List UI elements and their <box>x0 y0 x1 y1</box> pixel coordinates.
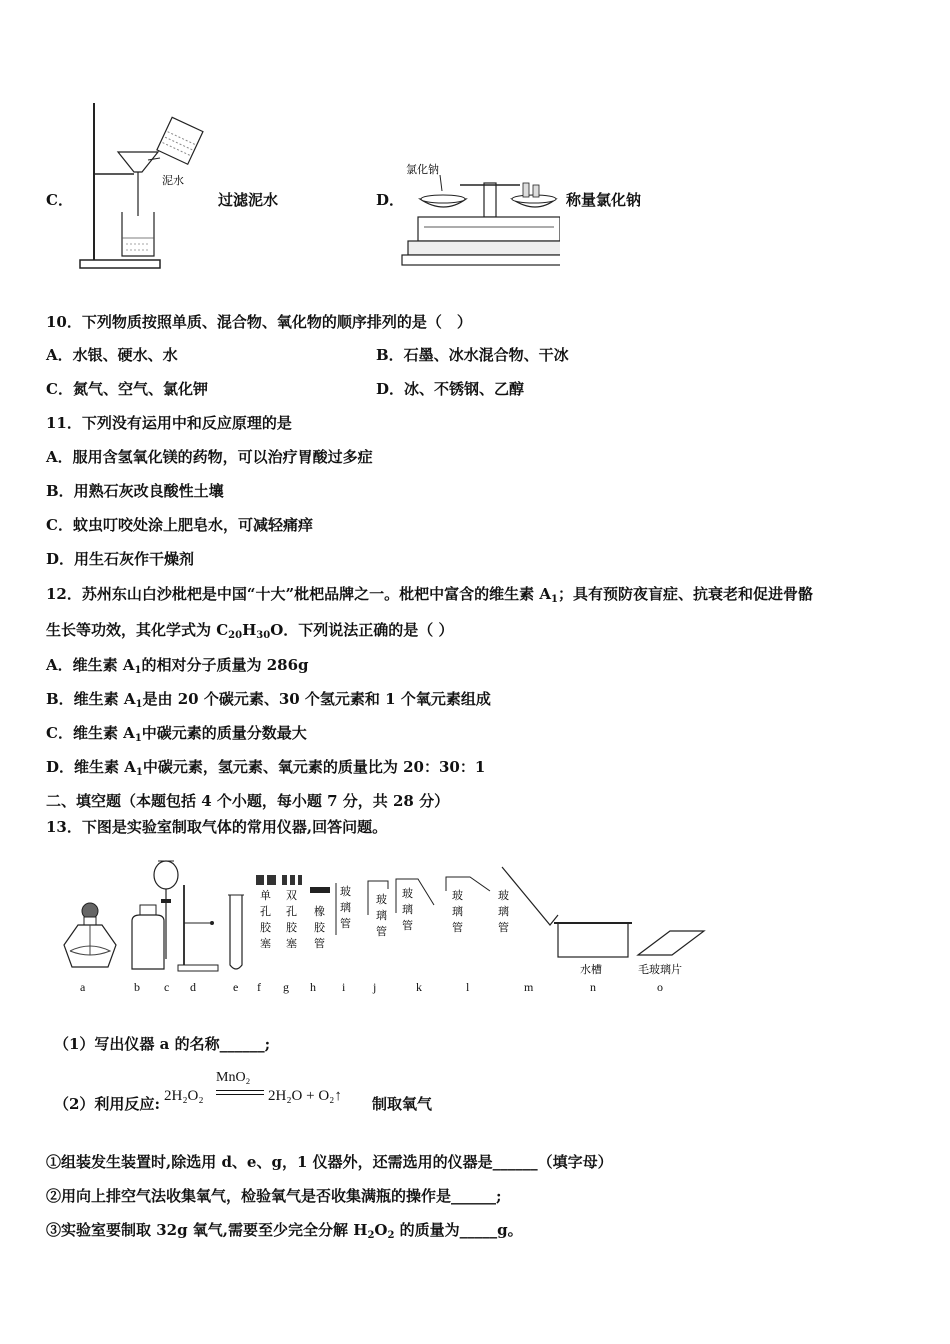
glass-tube-m <box>498 867 558 934</box>
letter-a: a <box>80 980 86 994</box>
q11-option-a: A．服用含氢氧化镁的药物，可以治疗胃酸过多症 <box>46 448 373 466</box>
apparatus-figure <box>50 855 720 980</box>
letter-k: k <box>416 980 422 994</box>
letter-b: b <box>134 980 140 994</box>
label-g-2: 孔 <box>286 905 297 918</box>
iron-stand <box>178 885 218 971</box>
option-d-caption: 称量氯化钠 <box>566 191 642 209</box>
q10-option-d: D．冰、不锈钢、乙醇 <box>376 380 525 398</box>
q10-option-a: A．水银、硬水、水 <box>46 346 178 364</box>
letter-f: f <box>257 980 261 994</box>
letter-e: e <box>233 980 239 994</box>
letter-g: g <box>283 980 289 994</box>
label-o: 毛玻璃片 <box>638 963 682 976</box>
label-i-1: 玻 <box>340 885 351 898</box>
label-f-3: 胶 <box>260 921 271 934</box>
q13-part1: （1）写出仪器 a 的名称______; <box>54 1035 271 1053</box>
label-j-3: 管 <box>376 925 387 938</box>
q10-option-b: B．石墨、冰水混合物、干冰 <box>376 346 569 364</box>
nacl-label: 氯化钠 <box>406 163 439 176</box>
option-d-label: D． <box>376 191 405 209</box>
q13-sub2: ②用向上排空气法收集氧气，检验氧气是否收集满瓶的操作是______; <box>46 1187 502 1205</box>
q13-sub1: ①组装发生装置时,除选用 d、e、g，1 仪器外，还需选用的仪器是______（填字母） <box>46 1153 613 1171</box>
label-l-3: 管 <box>452 921 463 934</box>
letter-m: m <box>524 980 534 994</box>
label-i-3: 管 <box>340 917 351 930</box>
label-m-1: 玻 <box>498 889 509 902</box>
single-hole-stopper <box>256 875 276 950</box>
wide-mouth-bottle <box>132 905 164 969</box>
balance-figure <box>400 155 560 270</box>
letter-d: d <box>190 980 196 994</box>
label-k-2: 璃 <box>402 903 413 916</box>
glass-tube-l <box>446 877 490 934</box>
catalyst: MnO₂ <box>216 1070 251 1085</box>
label-h-1: 橡 <box>314 905 325 918</box>
apparatus-letters <box>0 980 950 1000</box>
letter-o: o <box>657 980 663 994</box>
q10-stem: 10．下列物质按照单质、混合物、氧化物的顺序排列的是（ ） <box>46 313 472 331</box>
label-k-3: 管 <box>402 919 413 932</box>
label-h-2: 胶 <box>314 921 325 934</box>
section-2-heading: 二、填空题（本题包括 4 个小题，每小题 7 分，共 28 分） <box>46 792 450 810</box>
alcohol-lamp <box>64 903 116 967</box>
rubber-tube <box>310 887 330 950</box>
label-n: 水槽 <box>580 963 602 976</box>
double-hole-stopper <box>282 875 302 950</box>
q12-stem-line1: 12．苏州东山白沙枇杷是中国“十大”枇杷品牌之一。枇杷中富含的维生素 $A_1$；具有预防夜盲症、抗衰老和促进骨骼 <box>46 585 813 605</box>
equation-products: 2H₂O + O₂↑ <box>268 1088 342 1104</box>
equation-bar-top <box>216 1090 264 1091</box>
q13-part2-suffix: 制取氧气 <box>372 1095 433 1113</box>
label-i-2: 璃 <box>340 901 351 914</box>
label-k-1: 玻 <box>402 887 413 900</box>
label-m-3: 管 <box>498 921 509 934</box>
q10-option-c: C．氮气、空气、氯化钾 <box>46 380 208 398</box>
q12-option-b: B．维生素 $A_1$是由 20 个碳元素、30 个氢元素和 1 个氧元素组成 <box>46 690 491 710</box>
label-f-2: 孔 <box>260 905 271 918</box>
q11-option-c: C．蚊虫叮咬处涂上肥皂水，可减轻痛痒 <box>46 516 313 534</box>
option-c-label: C． <box>46 191 73 209</box>
label-m-2: 璃 <box>498 905 509 918</box>
label-f-4: 塞 <box>260 937 271 950</box>
letter-c: c <box>164 980 170 994</box>
q11-stem: 11．下列没有运用中和反应原理的是 <box>46 414 292 432</box>
letter-j: j <box>373 980 377 994</box>
label-j-2: 璃 <box>376 909 387 922</box>
q12-option-c: C．维生素 $A_1$中碳元素的质量分数最大 <box>46 724 307 744</box>
q12-option-d: D．维生素 $A_1$中碳元素，氢元素、氧元素的质量比为 20：30：1 <box>46 758 486 778</box>
label-g-1: 双 <box>286 889 297 902</box>
q13-stem: 13．下图是实验室制取气体的常用仪器,回答问题。 <box>46 818 388 836</box>
glass-tube-k <box>396 879 434 932</box>
letter-i: i <box>342 980 346 994</box>
letter-h: h <box>310 980 316 994</box>
label-l-2: 璃 <box>452 905 463 918</box>
q12-stem-line2: 生长等功效，其化学式为 $C_{20}H_{30}O$．下列说法正确的是（ ） <box>46 621 454 641</box>
q12-option-a: A．维生素 $A_1$的相对分子质量为 286g <box>46 656 309 676</box>
label-l-1: 玻 <box>452 889 463 902</box>
letter-l: l <box>466 980 470 994</box>
label-g-3: 胶 <box>286 921 297 934</box>
filtration-figure <box>70 98 205 273</box>
equation-bar-bottom <box>216 1094 264 1095</box>
mud-water-label: 泥水 <box>162 174 184 187</box>
glass-tube-i <box>336 883 351 935</box>
label-h-3: 管 <box>314 937 325 950</box>
label-f-1: 单 <box>260 889 271 902</box>
q13-part2-prefix: （2）利用反应: <box>54 1095 160 1113</box>
label-j-1: 玻 <box>376 893 387 906</box>
q11-option-d: D．用生石灰作干燥剂 <box>46 550 195 568</box>
option-c-caption: 过滤泥水 <box>218 191 279 209</box>
label-g-4: 塞 <box>286 937 297 950</box>
letter-n: n <box>590 980 596 994</box>
q11-option-b: B．用熟石灰改良酸性土壤 <box>46 482 224 500</box>
equation-reactant: 2H₂O₂ <box>164 1088 204 1104</box>
water-trough <box>554 923 632 976</box>
test-tube <box>228 895 244 969</box>
q13-sub3: ③实验室要制取 32g 氧气,需要至少完全分解 $H_2O_2$ 的质量为_____g。 <box>46 1221 523 1241</box>
frosted-glass-plate <box>638 931 704 976</box>
reaction-equation <box>164 1070 374 1110</box>
glass-tube-j <box>368 881 388 938</box>
